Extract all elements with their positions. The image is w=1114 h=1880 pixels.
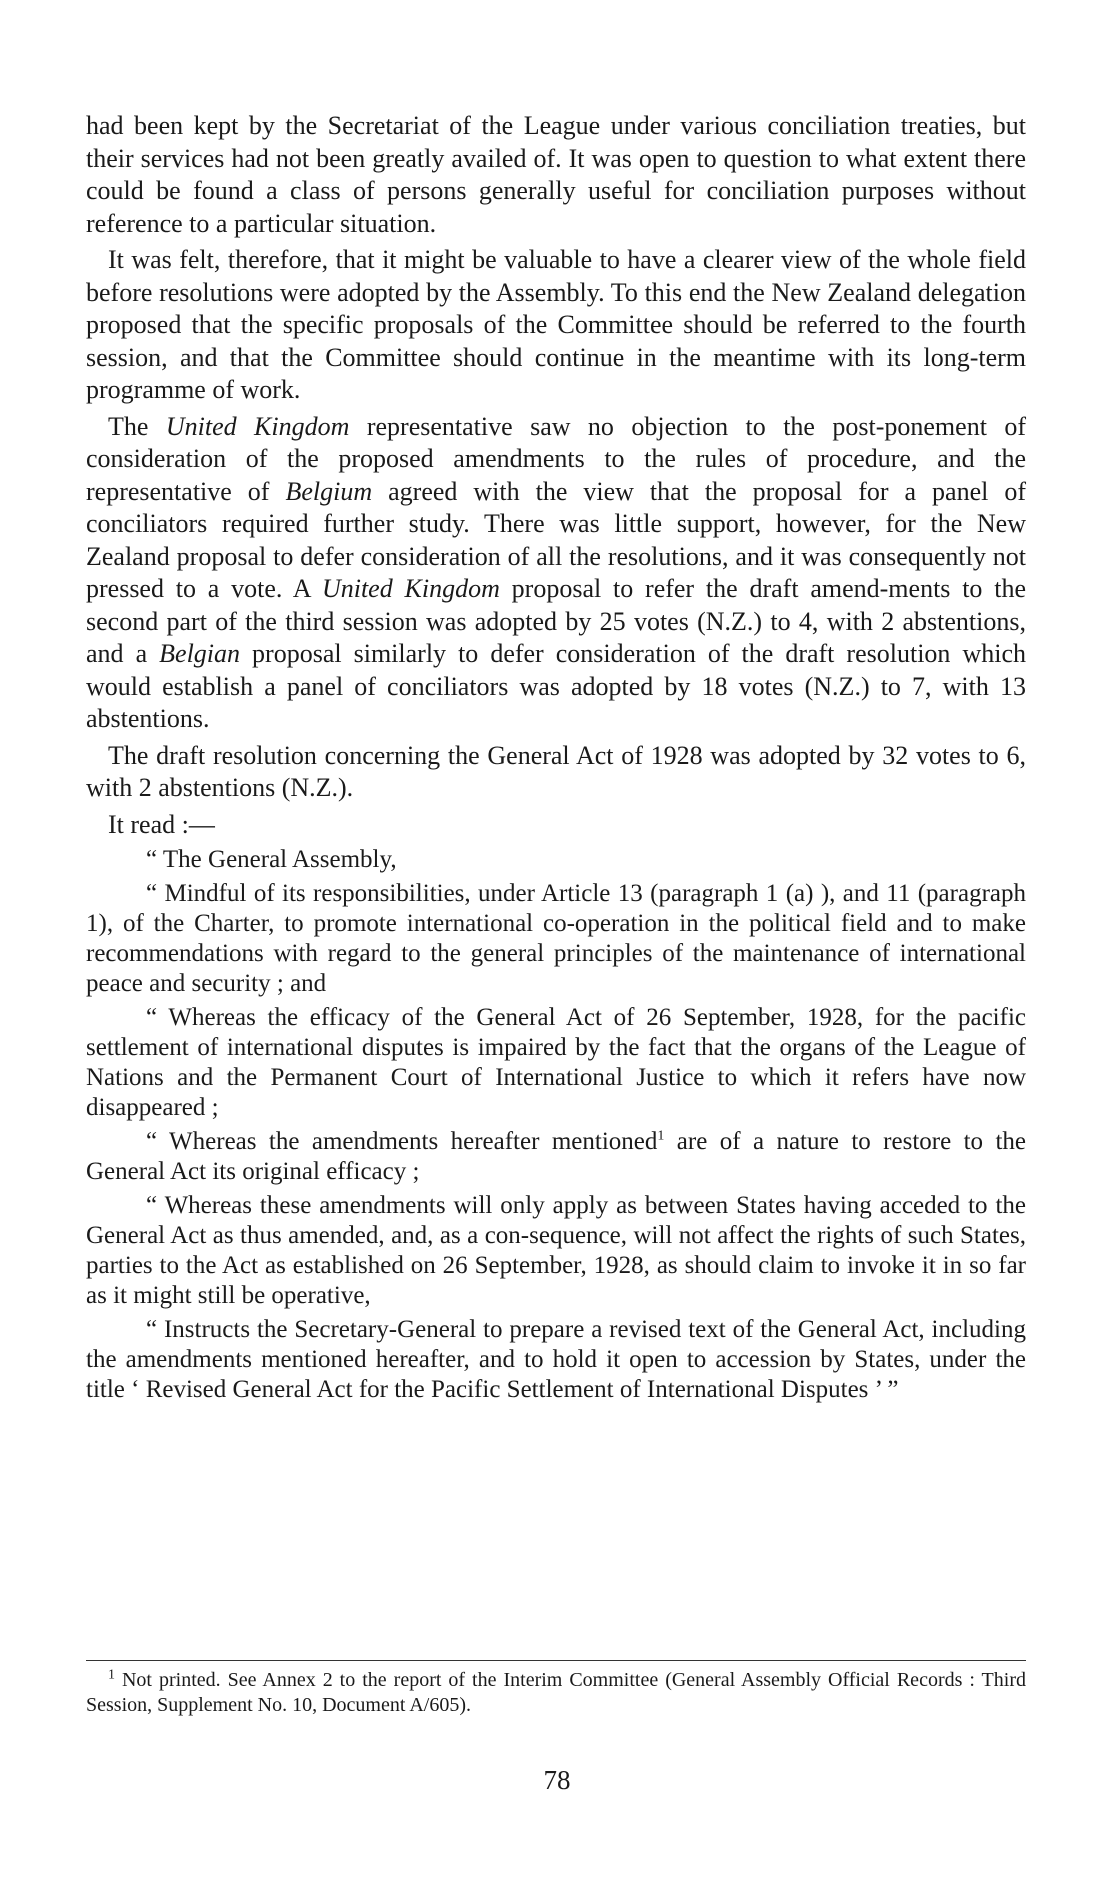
- footnote-reference: 1: [657, 1128, 665, 1144]
- quote-whereas-amendments: [86, 1127, 1026, 1187]
- paragraph-3-text-c: representative saw no objection to the post-ponement of consideration of the proposed amendments to the rules of procedure, and the representative of: [86, 411, 1027, 506]
- quote-whereas-efficacy: “ Whereas the efficacy of the General Act of 26 September, 1928, for the pacific settlement of international disputes is impaired by the fact that the organs of the League of Nations and the Permanent Court of International Justice to which it refers have now disappeared ;: [86, 1004, 1026, 1121]
- footnote-marker: 1: [108, 1667, 115, 1683]
- paragraph-4: The draft resolution concerning the General Act of 1928 was adopted by 32 votes to 6, with 2 abstentions (N.Z.).: [86, 740, 1026, 802]
- footnote: [86, 1668, 1026, 1718]
- italic-belgian: Belgian: [159, 639, 241, 668]
- quote-instructs: “ Instructs the Secretary-General to prepare a revised text of the General Act, including the amendments mentioned hereafter, and to hold it open to accession by States, under the title ‘ Revised General Act for the Pacific Settlement of International Disputes ’ ”: [86, 1316, 1026, 1403]
- paragraph-2: It was felt, therefore, that it might be valuable to have a clearer view of the whole field before resolutions were adopted by the Assembly. To this end the New Zealand delegation proposed that the specific proposals of the Committee should be referred to the fourth session, and that the Committee should continue in the meantime with its long-term programme of work.: [86, 245, 1026, 404]
- quote-mindful: “ Mindful of its responsibilities, under Article 13 (paragraph 1 (a) ), and 11 (paragraph 1), of the Charter, to promote international co-operation in the political field and to make recommendations with regard to the general principles of the maintenance of international peace and security ; and: [86, 880, 1026, 997]
- quote-assembly: “ The General Assembly,: [146, 846, 397, 873]
- quote-whereas-apply: “ Whereas these amendments will only apply as between States having acceded to the General Act as thus amended, and, as a con-sequence, will not affect the rights of such States, parties to the Act as established on 26 September, 1928, as should claim to invoke it in so far as it might still be operative,: [86, 1192, 1026, 1309]
- italic-united-kingdom-2: United Kingdom: [321, 574, 500, 603]
- paragraph-3-text-g: proposal to refer the draft amend-ments to the second part of the third session was adopted by 25 votes (N.Z.) to 4, with 2 abstentions, and a: [86, 574, 1027, 668]
- paragraph-3-text-a: The: [108, 411, 166, 441]
- paragraph-5: It read :—: [108, 809, 215, 839]
- paragraph-1: had been kept by the Secretariat of the League under various conciliation treaties, but their services had not been greatly availed of. It was open to question to what extent there could be found a class of persons generally useful for conciliation purposes without reference to a particular situation.: [86, 111, 1026, 238]
- paragraph-3-text-e: agreed with the view that the proposal for a panel of conciliators required further study. There was little support, however, for the New Zealand proposal to defer consideration of all the resolutions, and it was consequently not pressed to a vote. A: [86, 476, 1027, 603]
- page-body: [86, 110, 1026, 1409]
- footnote-text: Not printed. See Annex 2 to the report of the Interim Committee (General Assembly Official Records : Third Session, Supplement No. 10, Document A/605).: [86, 1669, 1026, 1716]
- italic-united-kingdom: United Kingdom: [165, 411, 350, 441]
- page-number: 78: [543, 1765, 571, 1795]
- paragraph-3-text-i: proposal similarly to defer consideration of the draft resolution which would establish a panel of conciliators was adopted by 18 votes (N.Z.) to 7, with 13 abstentions.: [86, 639, 1026, 733]
- quote-whereas-amendments-text-b: are of a nature to restore to the General Act its original efficacy ;: [86, 1128, 1026, 1185]
- quote-whereas-amendments-text-a: “ Whereas the amendments hereafter mentioned: [146, 1128, 658, 1155]
- footnote-divider: [86, 1660, 1026, 1661]
- italic-belgium: Belgium: [285, 476, 373, 506]
- paragraph-3: [86, 411, 1026, 736]
